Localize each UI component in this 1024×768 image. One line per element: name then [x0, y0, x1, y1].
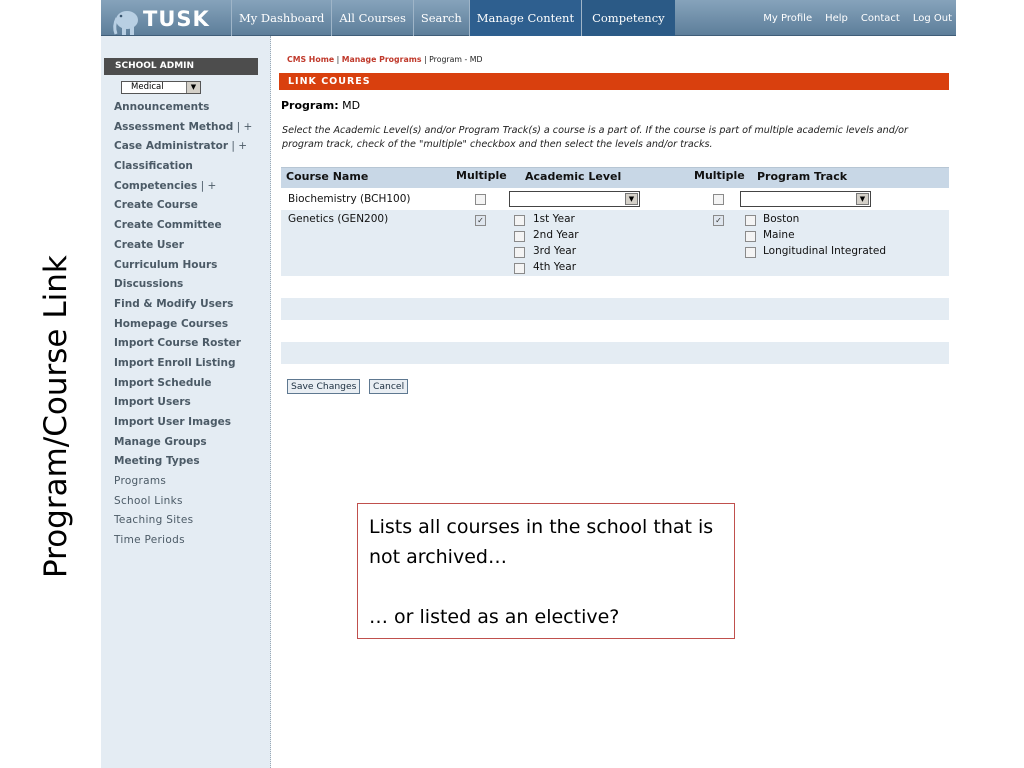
sidebar-item-label: Classification [114, 160, 193, 173]
callout-box [357, 503, 735, 639]
sidebar-item-time-periods[interactable] [114, 533, 252, 553]
tab-competency[interactable]: Competency [581, 0, 675, 36]
sidebar-item-import-schedule[interactable] [114, 376, 252, 396]
slide-title-container [36, 188, 76, 578]
save-changes-button[interactable]: Save Changes [287, 379, 360, 394]
program-value: MD [342, 99, 361, 112]
breadcrumb-current: Program - MD [429, 55, 483, 64]
sidebar-item-meeting-types[interactable] [114, 454, 252, 474]
breadcrumb-cms-home[interactable]: CMS Home [287, 55, 335, 64]
sidebar-item-create-user[interactable] [114, 238, 252, 258]
track-checkbox[interactable] [745, 231, 756, 242]
level-label: 3rd Year [533, 245, 577, 257]
sidebar-item-create-course[interactable] [114, 198, 252, 218]
sidebar-item-label: Homepage Courses [114, 317, 229, 330]
breadcrumb-manage-programs[interactable]: Manage Programs [341, 55, 422, 64]
breadcrumb [287, 55, 483, 64]
sidebar-item-import-users[interactable] [114, 395, 252, 415]
utility-links [750, 0, 952, 36]
track-label: Boston [763, 213, 800, 225]
tab-my-dashboard[interactable]: My Dashboard [231, 0, 331, 36]
tusk-logo[interactable] [109, 2, 229, 36]
level-label: 2nd Year [533, 229, 579, 241]
empty-row [281, 276, 949, 298]
cancel-button[interactable]: Cancel [369, 379, 408, 394]
table-row [281, 210, 949, 276]
level-checkbox[interactable] [514, 247, 525, 258]
sidebar-item-label: Assessment Method [114, 120, 234, 133]
header-academic-level: Academic Level [525, 170, 622, 183]
instructions-text: Select the Academic Level(s) and/or Program Track(s) a course is a part of. If the course is part of multiple academic levels and/or program track, check of the "multiple" checkbox and then select the levels and/or tracks. [282, 125, 908, 150]
program-label: Program: [281, 99, 339, 112]
contact-link[interactable]: Contact [860, 12, 900, 24]
empty-row [281, 298, 949, 320]
school-select[interactable] [121, 81, 201, 94]
school-select-value: Medical [131, 82, 164, 92]
sidebar-item-import-enroll-listing[interactable] [114, 356, 252, 376]
sidebar-item-curriculum-hours[interactable] [114, 258, 252, 278]
sidebar-item-find-modify-users[interactable] [114, 297, 252, 317]
track-label: Maine [763, 229, 795, 241]
sidebar-item-label: School Links [114, 494, 183, 507]
sidebar-item-manage-groups[interactable] [114, 435, 252, 455]
sidebar-item-label: Curriculum Hours [114, 258, 218, 271]
empty-row [281, 320, 949, 342]
sidebar-item-assessment-method[interactable] [114, 120, 252, 140]
add-link[interactable]: | + [197, 179, 217, 192]
breadcrumb-separator: | [334, 55, 342, 64]
course-link-table [281, 167, 949, 364]
track-checkbox[interactable] [745, 247, 756, 258]
sidebar-item-label: Programs [114, 475, 167, 488]
help-link[interactable]: Help [825, 12, 848, 24]
sidebar-header: SCHOOL ADMIN [104, 58, 258, 75]
chevron-down-icon: ▼ [856, 193, 869, 205]
empty-row [281, 342, 949, 364]
sidebar-menu [114, 100, 252, 553]
sidebar-item-announcements[interactable] [114, 100, 252, 120]
tab-manage-content[interactable]: Manage Content [469, 0, 581, 36]
chevron-down-icon: ▼ [625, 193, 638, 205]
slide-title: Program/Course Link [38, 255, 74, 578]
sidebar-item-classification[interactable] [114, 159, 252, 179]
course-name: Genetics (GEN200) [288, 213, 389, 225]
track-checkbox[interactable] [745, 215, 756, 226]
level-checkbox[interactable] [514, 231, 525, 242]
sidebar-item-import-user-images[interactable] [114, 415, 252, 435]
level-checkbox[interactable] [514, 215, 525, 226]
callout-spacer [369, 572, 723, 602]
callout-line-1: Lists all courses in the school that is not archived… [369, 516, 714, 568]
header-multiple-level: Multiple [456, 169, 507, 182]
sidebar-item-label: Create User [114, 238, 184, 251]
track-label: Longitudinal Integrated [763, 245, 887, 257]
sidebar-item-label: Meeting Types [114, 455, 200, 468]
sidebar-item-homepage-courses[interactable] [114, 317, 252, 337]
sidebar-item-label: Import Enroll Listing [114, 356, 236, 369]
sidebar-item-label: Import Users [114, 396, 191, 409]
table-row [281, 188, 949, 210]
log-out-link[interactable]: Log Out [912, 12, 952, 24]
section-banner: LINK COURES [279, 73, 949, 90]
academic-level-select[interactable] [509, 191, 640, 207]
main-nav-tabs [231, 0, 675, 36]
program-track-select[interactable] [740, 191, 871, 207]
sidebar-item-label: Create Course [114, 199, 198, 212]
add-link[interactable]: | + [228, 140, 248, 153]
sidebar-item-label: Announcements [114, 101, 210, 113]
logo-text: TUSK [143, 7, 210, 31]
sidebar-item-label: Case Administrator [114, 140, 229, 153]
header-program-track: Program Track [757, 170, 848, 183]
tab-all-courses[interactable]: All Courses [331, 0, 413, 36]
sidebar-item-teaching-sites[interactable] [114, 513, 252, 533]
chevron-down-icon: ▼ [186, 82, 200, 93]
sidebar-item-import-course-roster[interactable] [114, 336, 252, 356]
sidebar-item-label: Create Committee [114, 219, 222, 232]
callout-line-2: … or listed as an elective? [369, 606, 620, 628]
table-header [281, 167, 949, 188]
sidebar-item-programs[interactable] [114, 474, 252, 494]
multiple-track-checkbox[interactable] [713, 194, 724, 205]
sidebar-item-discussions[interactable] [114, 277, 252, 297]
tab-search[interactable]: Search [413, 0, 469, 36]
top-nav-bar [101, 0, 956, 36]
sidebar-item-label: Import User Images [114, 416, 231, 428]
header-course-name: Course Name [286, 170, 369, 183]
sidebar-item-competencies[interactable] [114, 179, 252, 199]
elephant-logo-icon [109, 2, 143, 36]
multiple-track-checkbox[interactable]: ✓ [713, 215, 724, 226]
level-label: 4th Year [533, 261, 577, 273]
sidebar-item-label: Find & Modify Users [114, 297, 234, 310]
level-checkbox[interactable] [514, 263, 525, 274]
level-label: 1st Year [533, 213, 575, 225]
program-line [281, 99, 360, 112]
school-admin-sidebar [101, 36, 271, 768]
sidebar-item-label: Manage Groups [114, 435, 207, 448]
sidebar-item-create-committee[interactable] [114, 218, 252, 238]
course-name: Biochemistry (BCH100) [288, 193, 411, 205]
header-multiple-track: Multiple [694, 169, 745, 182]
multiple-level-checkbox[interactable]: ✓ [475, 215, 486, 226]
my-profile-link[interactable]: My Profile [763, 12, 813, 24]
sidebar-item-label: Time Periods [114, 534, 185, 547]
sidebar-item-school-links[interactable] [114, 494, 252, 514]
sidebar-item-label: Discussions [114, 278, 184, 291]
sidebar-item-label: Teaching Sites [114, 514, 194, 527]
sidebar-item-label: Import Schedule [114, 376, 212, 389]
breadcrumb-separator: | [421, 55, 430, 64]
sidebar-item-case-administrator[interactable] [114, 139, 252, 159]
sidebar-item-label: Competencies [114, 179, 198, 192]
add-link[interactable]: | + [233, 120, 253, 133]
sidebar-item-label: Import Course Roster [114, 337, 241, 350]
multiple-level-checkbox[interactable] [475, 194, 486, 205]
